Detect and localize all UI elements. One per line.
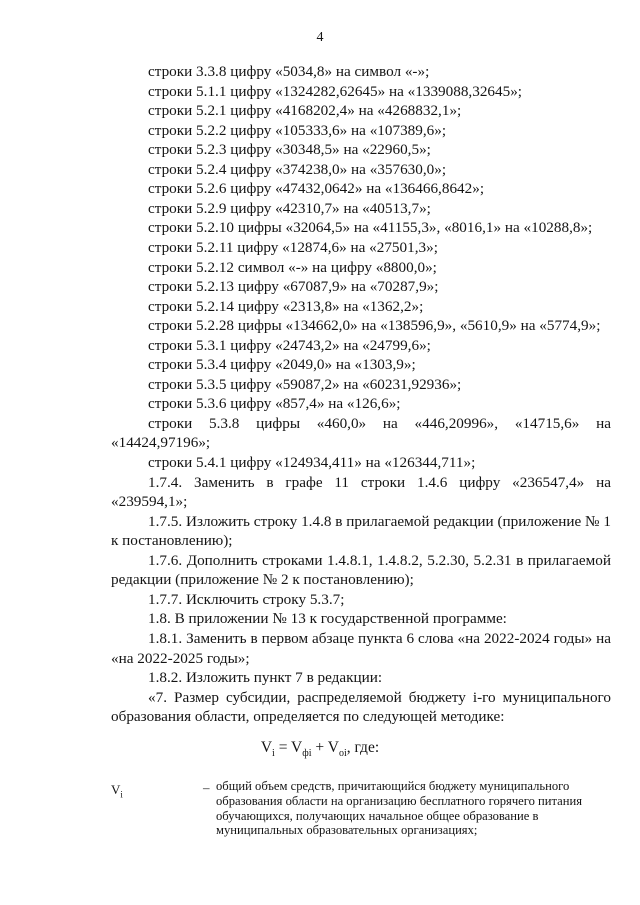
text-line: строки 5.4.1 цифру «124934,411» на «126344,711»; [148, 454, 476, 471]
formula-plus: + [311, 739, 328, 756]
text-line: 1.8. В приложении № 13 к государственной программе: [148, 610, 507, 628]
definition-term-symbol: V [111, 782, 121, 797]
formula-term-1: V [291, 739, 303, 756]
text-line: строки 5.3.6 цифру «857,4» на «126,6»; [148, 395, 401, 413]
page-number: 4 [316, 30, 324, 45]
formula-term-2-subscript: oi [338, 748, 347, 760]
text-line: строки 5.2.10 цифры «32064,5» на «41155,3», «8016,1» на «10288,8»; [148, 219, 593, 237]
text-line: строки 5.3.4 цифру «2049,0» на «1303,9»; [148, 356, 416, 374]
definition-dash: – [203, 780, 210, 795]
text-line: редакции (приложение № 2 к постановлению); [111, 571, 414, 589]
formula-term-2: V [327, 739, 339, 756]
definition-term-subscript: i [120, 789, 123, 800]
definition-text: общий объем средств, причитающийся бюджету муниципального образования области на организацию бесплатного горячего питания обучающихся, получающих начальное общее образование в муниципальных образовательных организациях; [216, 779, 583, 838]
text-line: строки 5.2.13 цифру «67087,9» на «70287,9»; [148, 278, 439, 296]
text-line: «14424,97196»; [111, 434, 211, 452]
text-line: 1.8.2. Изложить пункт 7 в редакции: [148, 669, 383, 687]
text-line: строки 5.3.5 цифру «59087,2» на «60231,92936»; [148, 375, 462, 393]
text-line: строки 5.2.12 символ «-» на цифру «8800,0»; [148, 258, 437, 276]
text-line: 1.7.4. Заменить в графе 11 строки 1.4.6 цифру «236547,4» на [148, 473, 611, 491]
text-line: образования области, определяется по следующей методике: [111, 708, 505, 726]
formula [0, 739, 640, 759]
text-line: строки 5.2.2 цифру «105333,6» на «107389,6»; [148, 121, 447, 139]
text-line: строки 5.2.28 цифры «134662,0» на «138596,9», «5610,9» на «5774,9»; [148, 317, 601, 335]
text-line: строки 5.2.14 цифру «2313,8» на «1362,2»; [148, 297, 424, 315]
text-line: строки 5.2.1 цифру «4168202,4» на «4268832,1»; [148, 102, 462, 120]
text-line: строки 5.2.6 цифру «47432,0642» на «136466,8642»; [148, 180, 485, 198]
text-line: строки 5.3.1 цифру «24743,2» на «24799,6»; [148, 336, 431, 354]
formula-equals: = [274, 739, 292, 756]
text-line: строки 5.3.8 цифры «460,0» на «446,20996», «14715,6» на [148, 414, 611, 432]
text-line: строки 5.2.3 цифру «30348,5» на «22960,5»; [148, 141, 431, 159]
text-line: 1.8.1. Заменить в первом абзаце пункта 6 слова «на 2022-2024 годы» на [148, 630, 611, 647]
text-line: строки 5.2.4 цифру «374238,0» на «357630,0»; [148, 160, 447, 178]
text-line: 1.7.7. Исключить строку 5.3.7; [148, 590, 345, 608]
text-line: «на 2022-2025 годы»; [111, 649, 250, 667]
text-line: «239594,1»; [111, 493, 188, 511]
text-line: 1.7.5. Изложить строку 1.4.8 в прилагаемой редакции (приложение № 1 [148, 512, 611, 530]
formula-tail: , где: [346, 739, 380, 756]
formula-lhs-subscript: i [272, 748, 275, 760]
text-line: строки 3.3.8 цифру «5034,8» на символ «-»; [148, 63, 430, 80]
definition-term [111, 782, 123, 800]
text-line: 1.7.6. Дополнить строками 1.4.8.1, 1.4.8.2, 5.2.30, 5.2.31 в прилагаемой [148, 551, 611, 569]
text-line: строки 5.1.1 цифру «1324282,62645» на «1339088,32645»; [148, 82, 523, 100]
formula-term-1-subscript: фi [302, 748, 312, 760]
text-line: «7. Размер субсидии, распределяемой бюджету i-го муниципального [148, 688, 611, 706]
text-line: строки 5.2.9 цифру «42310,7» на «40513,7»; [148, 199, 431, 217]
text-line: к постановлению); [111, 532, 233, 550]
formula-lhs: V [260, 739, 273, 756]
text-line: строки 5.2.11 цифру «12874,6» на «27501,3»; [148, 239, 438, 256]
